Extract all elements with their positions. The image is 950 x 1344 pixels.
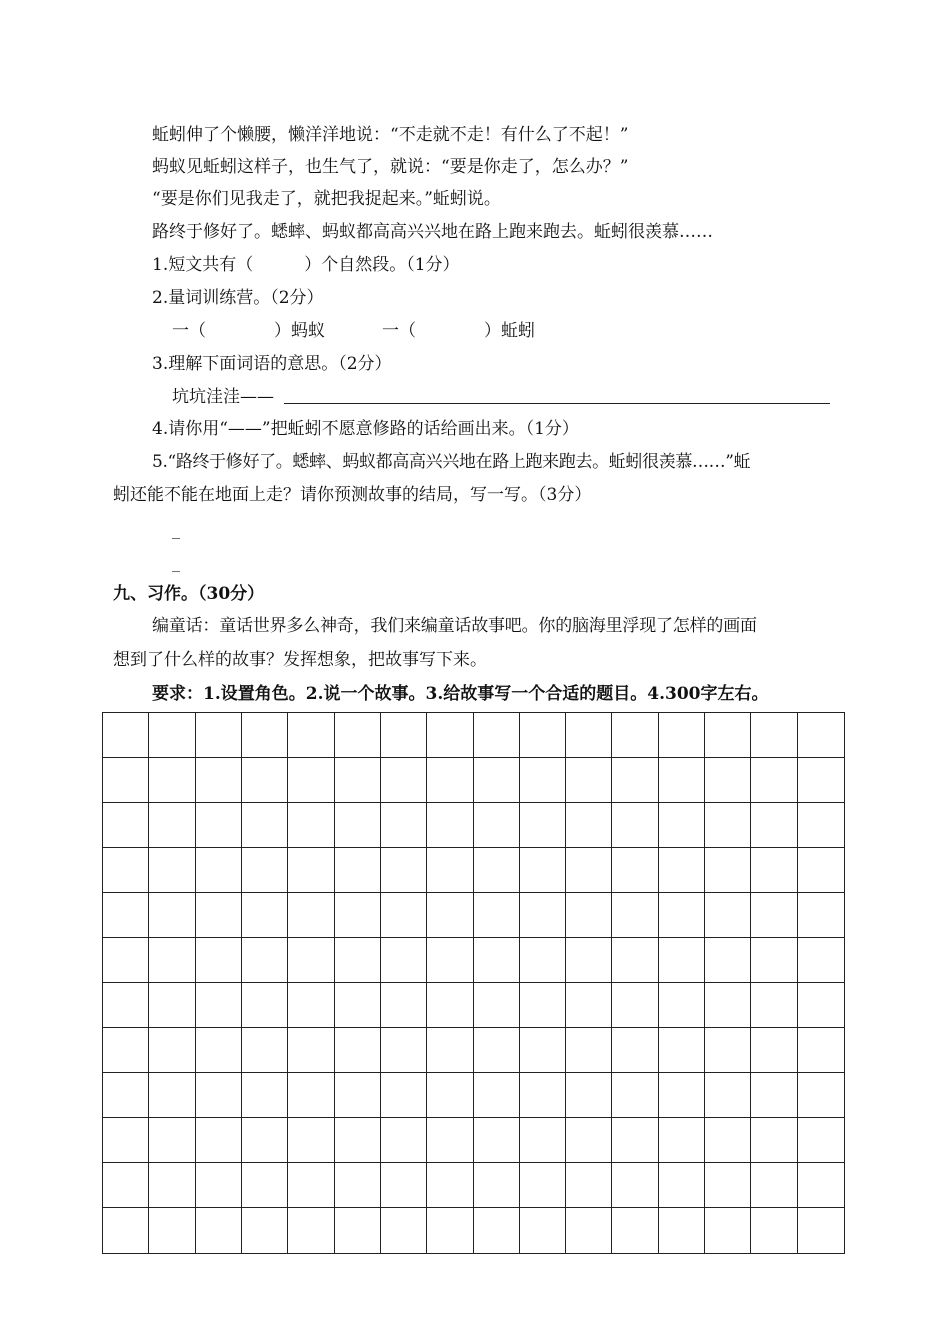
section-9-intro-line-1: 编童话：童话世界多么神奇，我们来编童话故事吧。你的脑海里浮现了怎样的画面 — [152, 616, 757, 636]
grid-cell[interactable] — [149, 983, 195, 1028]
grid-cell[interactable] — [381, 893, 427, 938]
grid-cell[interactable] — [242, 983, 288, 1028]
grid-cell[interactable] — [288, 1163, 334, 1208]
grid-cell[interactable] — [751, 1073, 797, 1118]
grid-cell[interactable] — [798, 1028, 844, 1073]
grid-cell[interactable] — [751, 893, 797, 938]
grid-cell[interactable] — [520, 713, 566, 758]
grid-cell[interactable] — [335, 983, 381, 1028]
grid-cell[interactable] — [149, 1073, 195, 1118]
grid-cell[interactable] — [242, 1163, 288, 1208]
grid-cell[interactable] — [427, 1208, 473, 1253]
grid-cell[interactable] — [520, 938, 566, 983]
grid-cell[interactable] — [381, 1118, 427, 1163]
question-3: 3.理解下面词语的意思。（2分） — [152, 354, 392, 374]
grid-cell[interactable] — [705, 938, 751, 983]
grid-cell[interactable] — [659, 1118, 705, 1163]
grid-cell[interactable] — [566, 1208, 612, 1253]
grid-cell[interactable] — [659, 938, 705, 983]
grid-cell[interactable] — [705, 983, 751, 1028]
grid-cell[interactable] — [103, 893, 149, 938]
grid-cell[interactable] — [196, 1073, 242, 1118]
grid-cell[interactable] — [288, 758, 334, 803]
grid-cell[interactable] — [427, 893, 473, 938]
grid-cell[interactable] — [659, 983, 705, 1028]
question-2-blank-earthworm[interactable]: 一（ ）蚯蚓 — [382, 321, 535, 341]
grid-cell[interactable] — [798, 848, 844, 893]
writing-grid[interactable] — [102, 712, 845, 1254]
grid-cell[interactable] — [705, 1028, 751, 1073]
grid-cell[interactable] — [659, 848, 705, 893]
grid-cell[interactable] — [335, 1073, 381, 1118]
grid-cell[interactable] — [103, 1073, 149, 1118]
grid-cell[interactable] — [612, 1028, 658, 1073]
grid-cell[interactable] — [659, 713, 705, 758]
grid-cell[interactable] — [798, 1163, 844, 1208]
grid-cell[interactable] — [427, 983, 473, 1028]
grid-cell[interactable] — [242, 938, 288, 983]
grid-cell[interactable] — [288, 983, 334, 1028]
grid-cell[interactable] — [335, 803, 381, 848]
grid-cell[interactable] — [751, 938, 797, 983]
grid-cell[interactable] — [566, 1073, 612, 1118]
grid-cell[interactable] — [149, 1028, 195, 1073]
grid-cell[interactable] — [335, 1118, 381, 1163]
grid-cell[interactable] — [427, 1118, 473, 1163]
grid-cell[interactable] — [566, 758, 612, 803]
grid-cell[interactable] — [103, 803, 149, 848]
grid-cell[interactable] — [612, 1118, 658, 1163]
grid-cell[interactable] — [566, 938, 612, 983]
grid-cell[interactable] — [242, 848, 288, 893]
grid-cell[interactable] — [288, 938, 334, 983]
grid-cell[interactable] — [474, 893, 520, 938]
grid-cell[interactable] — [798, 1073, 844, 1118]
question-1: 1.短文共有（ ）个自然段。（1分） — [152, 255, 460, 275]
grid-cell[interactable] — [381, 983, 427, 1028]
grid-cell[interactable] — [798, 713, 844, 758]
grid-cell[interactable] — [196, 983, 242, 1028]
grid-cell[interactable] — [149, 848, 195, 893]
grid-cell[interactable] — [381, 1163, 427, 1208]
grid-cell[interactable] — [381, 848, 427, 893]
section-9-requirements: 要求：1.设置角色。2.说一个故事。3.给故事写一个合适的题目。4.300字左右。 — [152, 684, 769, 704]
section-9-heading: 九、习作。（30分） — [113, 584, 265, 604]
grid-cell[interactable] — [427, 1163, 473, 1208]
grid-cell[interactable] — [798, 758, 844, 803]
grid-cell[interactable] — [381, 1073, 427, 1118]
grid-cell[interactable] — [751, 758, 797, 803]
grid-cell[interactable] — [381, 1028, 427, 1073]
grid-cell[interactable] — [149, 1163, 195, 1208]
grid-cell[interactable] — [196, 758, 242, 803]
grid-cell[interactable] — [474, 938, 520, 983]
grid-cell[interactable] — [705, 1073, 751, 1118]
grid-cell[interactable] — [659, 1163, 705, 1208]
grid-cell[interactable] — [427, 758, 473, 803]
story-paragraph-1: 蚯蚓伸了个懒腰，懒洋洋地说：“不走就不走！有什么了不起！” — [152, 125, 629, 145]
grid-cell[interactable] — [242, 1208, 288, 1253]
grid-cell[interactable] — [474, 758, 520, 803]
grid-cell[interactable] — [427, 713, 473, 758]
grid-cell[interactable] — [566, 983, 612, 1028]
question-3-answer-line[interactable] — [284, 403, 830, 404]
grid-cell[interactable] — [520, 1163, 566, 1208]
grid-cell[interactable] — [798, 938, 844, 983]
grid-cell[interactable] — [659, 1028, 705, 1073]
grid-cell[interactable] — [474, 1118, 520, 1163]
grid-cell[interactable] — [381, 938, 427, 983]
grid-cell[interactable] — [242, 803, 288, 848]
grid-cell[interactable] — [242, 893, 288, 938]
grid-cell[interactable] — [612, 758, 658, 803]
grid-cell[interactable] — [751, 803, 797, 848]
story-paragraph-3: “要是你们见我走了，就把我捉起来。”蚯蚓说。 — [152, 189, 501, 209]
question-5-answer-mark-1[interactable]: _ — [172, 520, 180, 539]
grid-cell[interactable] — [659, 1073, 705, 1118]
grid-cell[interactable] — [474, 803, 520, 848]
grid-cell[interactable] — [659, 758, 705, 803]
grid-cell[interactable] — [705, 848, 751, 893]
grid-cell[interactable] — [381, 1208, 427, 1253]
grid-cell[interactable] — [242, 1073, 288, 1118]
grid-cell[interactable] — [242, 713, 288, 758]
grid-cell[interactable] — [566, 848, 612, 893]
grid-cell[interactable] — [751, 1208, 797, 1253]
grid-cell[interactable] — [288, 893, 334, 938]
grid-cell[interactable] — [288, 1118, 334, 1163]
grid-cell[interactable] — [751, 983, 797, 1028]
grid-cell[interactable] — [751, 1028, 797, 1073]
grid-cell[interactable] — [288, 1073, 334, 1118]
grid-cell[interactable] — [103, 1208, 149, 1253]
grid-cell[interactable] — [474, 848, 520, 893]
grid-cell[interactable] — [566, 803, 612, 848]
grid-cell[interactable] — [335, 713, 381, 758]
grid-cell[interactable] — [335, 1028, 381, 1073]
grid-cell[interactable] — [335, 893, 381, 938]
grid-cell[interactable] — [427, 1073, 473, 1118]
grid-cell[interactable] — [520, 893, 566, 938]
story-paragraph-2: 蚂蚁见蚯蚓这样子，也生气了，就说：“要是你走了，怎么办？” — [152, 157, 629, 177]
question-5-answer-mark-2[interactable]: _ — [172, 553, 180, 572]
grid-cell[interactable] — [196, 1163, 242, 1208]
grid-cell[interactable] — [196, 713, 242, 758]
grid-cell[interactable] — [196, 1208, 242, 1253]
grid-cell[interactable] — [335, 758, 381, 803]
grid-cell[interactable] — [612, 1163, 658, 1208]
grid-cell[interactable] — [288, 713, 334, 758]
grid-cell[interactable] — [751, 713, 797, 758]
grid-cell[interactable] — [612, 893, 658, 938]
grid-cell[interactable] — [288, 848, 334, 893]
grid-cell[interactable] — [103, 1163, 149, 1208]
grid-cell[interactable] — [751, 1118, 797, 1163]
grid-cell[interactable] — [659, 1208, 705, 1253]
grid-cell[interactable] — [381, 758, 427, 803]
grid-cell[interactable] — [288, 1208, 334, 1253]
question-4: 4.请你用“——”把蚯蚓不愿意修路的话给画出来。（1分） — [152, 419, 579, 439]
grid-cell[interactable] — [705, 713, 751, 758]
grid-cell[interactable] — [103, 938, 149, 983]
grid-cell[interactable] — [705, 1118, 751, 1163]
grid-cell[interactable] — [427, 803, 473, 848]
grid-cell[interactable] — [798, 893, 844, 938]
grid-cell[interactable] — [705, 1163, 751, 1208]
grid-cell[interactable] — [196, 803, 242, 848]
grid-cell[interactable] — [427, 1028, 473, 1073]
grid-cell[interactable] — [103, 1028, 149, 1073]
grid-cell[interactable] — [242, 758, 288, 803]
grid-cell[interactable] — [149, 1208, 195, 1253]
grid-cell[interactable] — [566, 1028, 612, 1073]
grid-cell[interactable] — [242, 1028, 288, 1073]
grid-cell[interactable] — [149, 938, 195, 983]
grid-cell[interactable] — [751, 1163, 797, 1208]
grid-cell[interactable] — [566, 1163, 612, 1208]
grid-cell[interactable] — [288, 803, 334, 848]
grid-cell[interactable] — [612, 1208, 658, 1253]
grid-cell[interactable] — [612, 713, 658, 758]
grid-cell[interactable] — [335, 1208, 381, 1253]
grid-cell[interactable] — [149, 713, 195, 758]
grid-cell[interactable] — [798, 1208, 844, 1253]
grid-cell[interactable] — [196, 1118, 242, 1163]
grid-cell[interactable] — [196, 893, 242, 938]
grid-cell[interactable] — [474, 1073, 520, 1118]
story-paragraph-4: 路终于修好了。蟋蟀、蚂蚁都高高兴兴地在路上跑来跑去。蚯蚓很羡慕…… — [152, 222, 713, 242]
question-5-line-1: 5.“路终于修好了。蟋蟀、蚂蚁都高高兴兴地在路上跑来跑去。蚯蚓很羡慕……”蚯 — [152, 452, 751, 472]
grid-cell[interactable] — [474, 983, 520, 1028]
grid-cell[interactable] — [242, 1118, 288, 1163]
grid-cell[interactable] — [196, 938, 242, 983]
section-9-intro-line-2: 想到了什么样的故事？发挥想象，把故事写下来。 — [113, 650, 487, 670]
grid-cell[interactable] — [427, 848, 473, 893]
grid-cell[interactable] — [566, 1118, 612, 1163]
grid-cell[interactable] — [196, 848, 242, 893]
question-2-blank-ant[interactable]: 一（ ）蚂蚁 — [172, 321, 325, 341]
grid-cell[interactable] — [103, 848, 149, 893]
grid-cell[interactable] — [474, 1163, 520, 1208]
grid-cell[interactable] — [751, 848, 797, 893]
question-5-line-2: 蚓还能不能在地面上走？请你预测故事的结局，写一写。（3分） — [113, 485, 592, 505]
grid-cell[interactable] — [520, 758, 566, 803]
grid-cell[interactable] — [612, 983, 658, 1028]
grid-cell[interactable] — [288, 1028, 334, 1073]
grid-cell[interactable] — [612, 1073, 658, 1118]
grid-cell[interactable] — [103, 1118, 149, 1163]
grid-cell[interactable] — [566, 713, 612, 758]
grid-cell[interactable] — [520, 1028, 566, 1073]
grid-cell[interactable] — [103, 713, 149, 758]
grid-cell[interactable] — [335, 1163, 381, 1208]
grid-cell[interactable] — [381, 803, 427, 848]
grid-cell[interactable] — [103, 758, 149, 803]
grid-cell[interactable] — [103, 983, 149, 1028]
grid-cell[interactable] — [659, 803, 705, 848]
grid-cell[interactable] — [149, 758, 195, 803]
grid-cell[interactable] — [427, 938, 473, 983]
grid-cell[interactable] — [149, 803, 195, 848]
grid-cell[interactable] — [705, 758, 751, 803]
grid-cell[interactable] — [335, 938, 381, 983]
grid-cell[interactable] — [335, 848, 381, 893]
grid-cell[interactable] — [612, 938, 658, 983]
grid-cell[interactable] — [705, 803, 751, 848]
question-3-word: 坑坑洼洼—— — [172, 387, 274, 407]
grid-cell[interactable] — [474, 1028, 520, 1073]
grid-cell[interactable] — [520, 848, 566, 893]
grid-cell[interactable] — [474, 713, 520, 758]
grid-cell[interactable] — [798, 803, 844, 848]
grid-cell[interactable] — [612, 848, 658, 893]
grid-cell[interactable] — [612, 803, 658, 848]
grid-cell[interactable] — [474, 1208, 520, 1253]
grid-cell[interactable] — [566, 893, 612, 938]
grid-cell[interactable] — [705, 893, 751, 938]
grid-cell[interactable] — [520, 1208, 566, 1253]
grid-cell[interactable] — [149, 893, 195, 938]
grid-cell[interactable] — [520, 1118, 566, 1163]
grid-cell[interactable] — [520, 983, 566, 1028]
grid-cell[interactable] — [520, 1073, 566, 1118]
grid-cell[interactable] — [705, 1208, 751, 1253]
grid-cell[interactable] — [196, 1028, 242, 1073]
grid-cell[interactable] — [659, 893, 705, 938]
grid-cell[interactable] — [381, 713, 427, 758]
grid-cell[interactable] — [520, 803, 566, 848]
grid-cell[interactable] — [798, 1118, 844, 1163]
question-2: 2.量词训练营。（2分） — [152, 288, 324, 308]
grid-cell[interactable] — [798, 983, 844, 1028]
grid-cell[interactable] — [149, 1118, 195, 1163]
